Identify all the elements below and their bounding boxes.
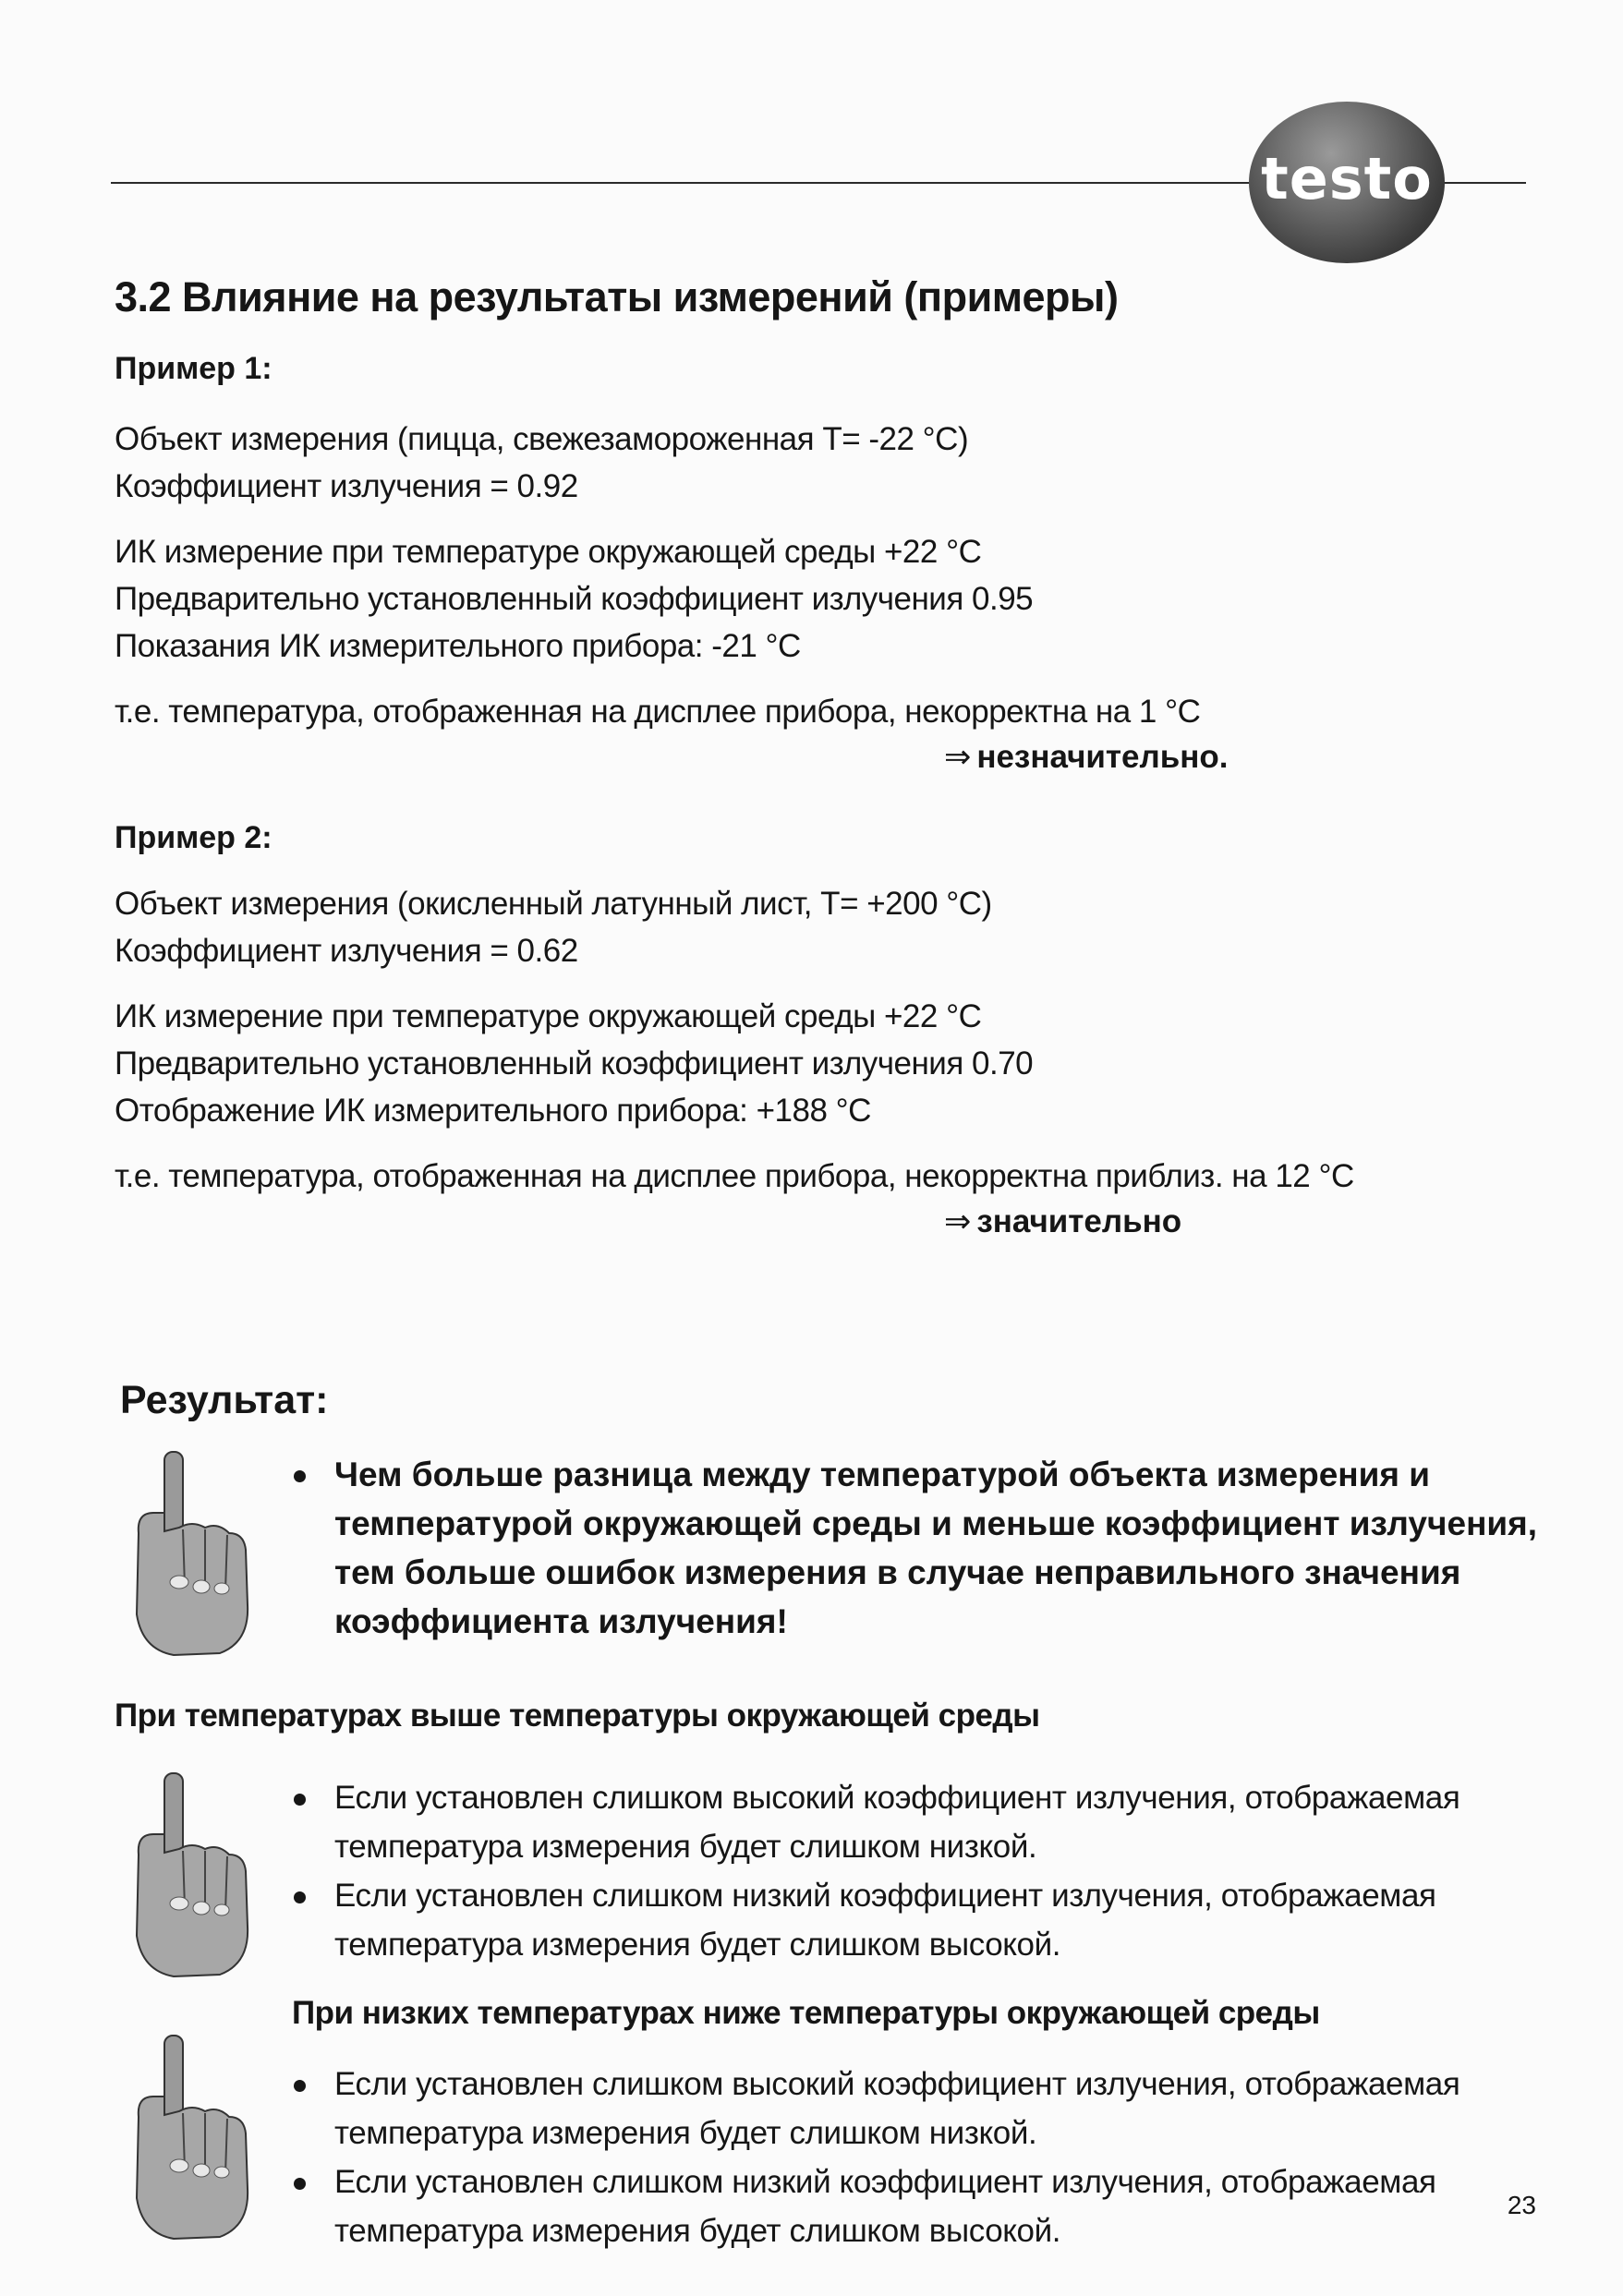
- example1-text: Объект измерения (пицца, свежезамороженная T= -22 °C) Коэффициент излучения = 0.92: [115, 421, 969, 504]
- arrow-icon: ⇒: [944, 739, 972, 775]
- page-number: 23: [1507, 2191, 1536, 2219]
- pointing-hand-icon: [120, 1448, 259, 1661]
- example1-conclusion: ⇒ незначительно.: [944, 739, 1229, 775]
- list-item: Если установлен слишком высокий коэффициент излучения, отображаемая температура измерения будет слишком низкой.: [292, 2060, 1459, 2157]
- pointing-hand-icon: [120, 2032, 259, 2244]
- example1-result-line: т.е. температура, отображенная на дисплее прибора, некорректна на 1 °C: [115, 694, 1201, 730]
- result-bullet-list: [292, 1450, 1537, 1646]
- example2-title: Пример 2:: [115, 820, 273, 855]
- below-ambient-list: [292, 2060, 1459, 2255]
- list-item: Если установлен слишком высокий коэффициент излучения, отображаемая температура измерения будет слишком низкой.: [292, 1773, 1459, 1871]
- example1-text: ИК измерение при температуре окружающей среды +22 °C Предварительно установленный коэффициент излучения 0.95 Показания ИК измерительного прибора: -21 °C: [115, 534, 1034, 664]
- list-item: Если установлен слишком низкий коэффициент излучения, отображаемая температура измерения будет слишком высокой.: [292, 2157, 1459, 2255]
- section-title: 3.2 Влияние на результаты измерений (примеры): [115, 273, 1119, 320]
- example2-conclusion: ⇒ значительно: [944, 1203, 1182, 1239]
- below-ambient-heading: При низких температурах ниже температуры окружающей среды: [292, 1995, 1320, 2031]
- example2-text: ИК измерение при температуре окружающей среды +22 °C Предварительно установленный коэффициент излучения 0.70 Отображение ИК измерительного прибора: +188 °C: [115, 998, 1034, 1129]
- above-ambient-heading: При температурах выше температуры окружающей среды: [115, 1698, 1040, 1734]
- example2-result-line: т.е. температура, отображенная на дисплее прибора, некорректна приблиз. на 12 °C: [115, 1158, 1354, 1194]
- above-ambient-list: [292, 1773, 1459, 1969]
- testo-logo: testo: [1249, 102, 1445, 263]
- result-title: Результат:: [120, 1378, 329, 1422]
- arrow-icon: ⇒: [944, 1203, 972, 1239]
- example2-text: Объект измерения (окисленный латунный лист, T= +200 °C) Коэффициент излучения = 0.62: [115, 886, 992, 969]
- list-item: Чем больше разница между температурой объекта измерения и температурой окружающей среды и меньше коэффициент излучения, тем больше ошибок измерения в случае неправильного значения коэффициента излучения!: [292, 1450, 1537, 1646]
- list-item: Если установлен слишком низкий коэффициент излучения, отображаемая температура измерения будет слишком высокой.: [292, 1871, 1459, 1969]
- example1-title: Пример 1:: [115, 351, 273, 386]
- pointing-hand-icon: [120, 1770, 259, 1982]
